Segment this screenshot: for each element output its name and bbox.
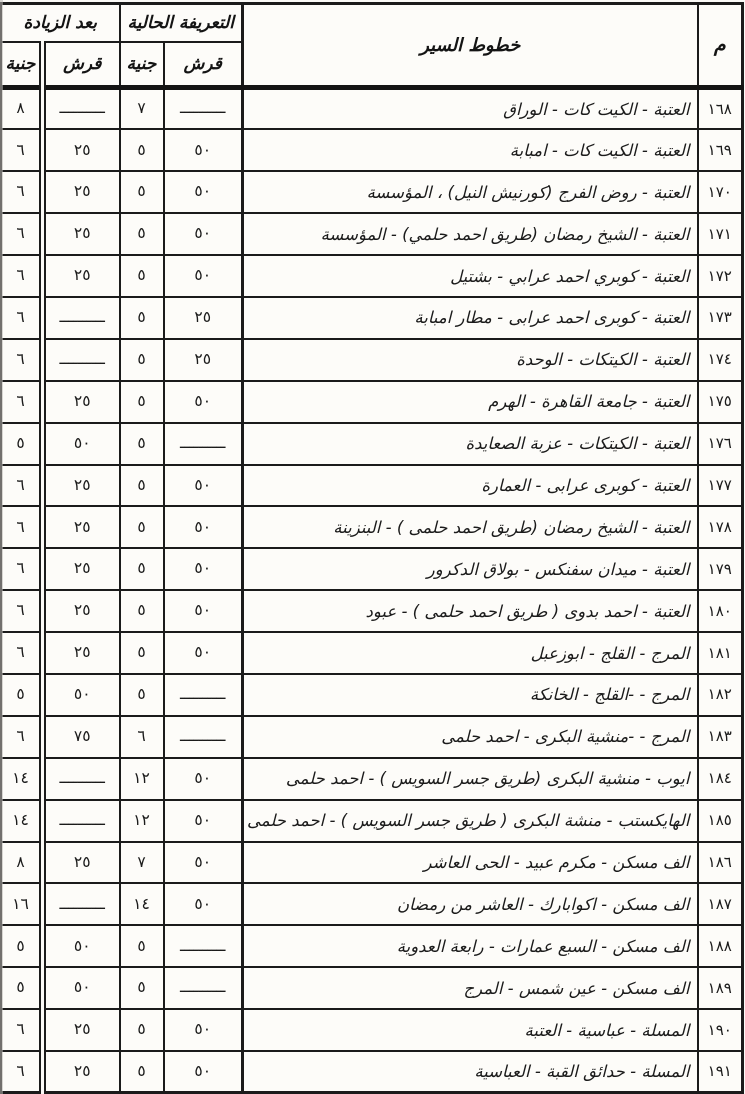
after-genieh-cell: ٥ xyxy=(0,967,43,1009)
route-cell: الف مسكن - عين شمس - المرج xyxy=(243,967,698,1009)
table-row xyxy=(0,1009,743,1051)
after-genieh-cell: ٨ xyxy=(0,842,43,884)
route-cell: المرج - القلج - ابوزعبل xyxy=(243,632,698,674)
after-qirsh-cell: ــــــــــ xyxy=(43,88,120,130)
serial-cell: ١٧٩ xyxy=(698,548,743,590)
table-row xyxy=(0,632,743,674)
after-genieh-cell: ٦ xyxy=(0,548,43,590)
after-genieh-cell: ١٦ xyxy=(0,883,43,925)
after-qirsh-cell: ٢٥ xyxy=(43,381,120,423)
serial-cell: ١٧٠ xyxy=(698,171,743,213)
serial-cell: ١٧٧ xyxy=(698,465,743,507)
current-qirsh-cell: ٥٠ xyxy=(164,213,243,255)
fare-table-header xyxy=(0,4,743,88)
after-genieh-cell: ٦ xyxy=(0,339,43,381)
current-genieh-cell: ٥ xyxy=(120,171,164,213)
current-genieh-cell: ٦ xyxy=(120,716,164,758)
current-qirsh-cell: ٥٠ xyxy=(164,1009,243,1051)
current-genieh-cell: ٥ xyxy=(120,1051,164,1093)
current-genieh-cell: ٥ xyxy=(120,506,164,548)
serial-cell: ١٧٥ xyxy=(698,381,743,423)
serial-cell: ١٨٠ xyxy=(698,590,743,632)
header-current-genieh: جنية xyxy=(120,42,164,88)
after-genieh-cell: ٥ xyxy=(0,925,43,967)
serial-cell: ١٨٣ xyxy=(698,716,743,758)
current-genieh-cell: ٥ xyxy=(120,1009,164,1051)
route-cell: العتبة - ميدان سفنكس - بولاق الدكرور xyxy=(243,548,698,590)
current-qirsh-cell: ــــــــــ xyxy=(164,423,243,465)
after-genieh-cell: ٦ xyxy=(0,506,43,548)
table-row xyxy=(0,548,743,590)
after-qirsh-cell: ٢٥ xyxy=(43,255,120,297)
after-qirsh-cell: ــــــــــ xyxy=(43,800,120,842)
after-genieh-cell: ٦ xyxy=(0,590,43,632)
route-cell: العتبة - الشيخ رمضان (طريق احمد حلمي) - المؤسسة xyxy=(243,213,698,255)
route-cell: المرج - -القلج - الخانكة xyxy=(243,674,698,716)
table-row xyxy=(0,213,743,255)
serial-cell: ١٨٧ xyxy=(698,883,743,925)
current-genieh-cell: ٥ xyxy=(120,548,164,590)
route-cell: الف مسكن - مكرم عبيد - الحى العاشر xyxy=(243,842,698,884)
current-qirsh-cell: ٥٠ xyxy=(164,883,243,925)
after-genieh-cell: ٦ xyxy=(0,255,43,297)
current-qirsh-cell: ٥٠ xyxy=(164,800,243,842)
route-cell: الف مسكن - السبع عمارات - رابعة العدوية xyxy=(243,925,698,967)
current-genieh-cell: ٧ xyxy=(120,842,164,884)
serial-cell: ١٩١ xyxy=(698,1051,743,1093)
current-qirsh-cell: ــــــــــ xyxy=(164,716,243,758)
after-qirsh-cell: ٢٥ xyxy=(43,590,120,632)
route-cell: العتبة - الكيتكات - عزبة الصعايدة xyxy=(243,423,698,465)
table-row xyxy=(0,297,743,339)
after-qirsh-cell: ــــــــــ xyxy=(43,297,120,339)
route-cell: العتبة - الكيت كات - امبابة xyxy=(243,129,698,171)
current-genieh-cell: ٥ xyxy=(120,423,164,465)
serial-cell: ١٧٣ xyxy=(698,297,743,339)
current-qirsh-cell: ٢٥ xyxy=(164,297,243,339)
current-qirsh-cell: ٢٥ xyxy=(164,339,243,381)
after-qirsh-cell: ٢٥ xyxy=(43,1009,120,1051)
route-cell: الهايكستب - منشة البكرى ( طريق جسر السويس ) - احمد حلمى xyxy=(243,800,698,842)
table-row xyxy=(0,88,743,130)
current-qirsh-cell: ٥٠ xyxy=(164,255,243,297)
route-cell: الف مسكن - اكوابارك - العاشر من رمضان xyxy=(243,883,698,925)
serial-cell: ١٩٠ xyxy=(698,1009,743,1051)
after-genieh-cell: ٥ xyxy=(0,423,43,465)
after-qirsh-cell: ــــــــــ xyxy=(43,883,120,925)
table-row xyxy=(0,883,743,925)
table-row xyxy=(0,129,743,171)
header-after-genieh: جنية xyxy=(0,42,43,88)
table-row xyxy=(0,590,743,632)
table-row xyxy=(0,758,743,800)
current-genieh-cell: ١٢ xyxy=(120,800,164,842)
serial-cell: ١٧٤ xyxy=(698,339,743,381)
current-qirsh-cell: ٥٠ xyxy=(164,842,243,884)
route-cell: العتبة - الكيتكات - الوحدة xyxy=(243,339,698,381)
current-qirsh-cell: ٥٠ xyxy=(164,465,243,507)
route-cell: ايوب - منشية البكرى (طريق جسر السويس ) - احمد حلمى xyxy=(243,758,698,800)
after-qirsh-cell: ٢٥ xyxy=(43,465,120,507)
table-row xyxy=(0,381,743,423)
current-genieh-cell: ٥ xyxy=(120,967,164,1009)
fare-table-body xyxy=(0,88,743,1093)
current-qirsh-cell: ــــــــــ xyxy=(164,925,243,967)
serial-cell: ١٧١ xyxy=(698,213,743,255)
route-cell: العتبة - كوبرى عرابى - العمارة xyxy=(243,465,698,507)
serial-cell: ١٨١ xyxy=(698,632,743,674)
table-row xyxy=(0,171,743,213)
table-row xyxy=(0,255,743,297)
after-genieh-cell: ٦ xyxy=(0,171,43,213)
after-genieh-cell: ٦ xyxy=(0,465,43,507)
table-row xyxy=(0,423,743,465)
table-row xyxy=(0,339,743,381)
current-genieh-cell: ٥ xyxy=(120,674,164,716)
after-genieh-cell: ٦ xyxy=(0,297,43,339)
current-qirsh-cell: ٥٠ xyxy=(164,171,243,213)
table-row xyxy=(0,506,743,548)
after-genieh-cell: ٦ xyxy=(0,1051,43,1093)
current-qirsh-cell: ٥٠ xyxy=(164,548,243,590)
current-qirsh-cell: ٥٠ xyxy=(164,1051,243,1093)
after-genieh-cell: ٦ xyxy=(0,716,43,758)
table-row xyxy=(0,674,743,716)
route-cell: العتبة - جامعة القاهرة - الهرم xyxy=(243,381,698,423)
table-row xyxy=(0,800,743,842)
serial-cell: ١٨٢ xyxy=(698,674,743,716)
after-qirsh-cell: ٢٥ xyxy=(43,632,120,674)
current-qirsh-cell: ــــــــــ xyxy=(164,88,243,130)
current-qirsh-cell: ٥٠ xyxy=(164,506,243,548)
header-current-qirsh: قرش xyxy=(164,42,243,88)
route-cell: العتبة - كوبرى احمد عرابى - مطار امبابة xyxy=(243,297,698,339)
serial-cell: ١٨٨ xyxy=(698,925,743,967)
header-routes: خطوط السير xyxy=(243,4,698,88)
after-qirsh-cell: ٢٥ xyxy=(43,1051,120,1093)
after-genieh-cell: ٦ xyxy=(0,1009,43,1051)
serial-cell: ١٧٦ xyxy=(698,423,743,465)
current-genieh-cell: ٥ xyxy=(120,632,164,674)
after-genieh-cell: ٨ xyxy=(0,88,43,130)
route-cell: العتبة - كوبري احمد عرابي - بشتيل xyxy=(243,255,698,297)
current-qirsh-cell: ٥٠ xyxy=(164,758,243,800)
current-genieh-cell: ٥ xyxy=(120,297,164,339)
after-qirsh-cell: ٢٥ xyxy=(43,129,120,171)
serial-cell: ١٦٨ xyxy=(698,88,743,130)
route-cell: المسلة - حدائق القبة - العباسية xyxy=(243,1051,698,1093)
current-qirsh-cell: ٥٠ xyxy=(164,632,243,674)
serial-cell: ١٨٦ xyxy=(698,842,743,884)
current-genieh-cell: ٥ xyxy=(120,213,164,255)
after-qirsh-cell: ــــــــــ xyxy=(43,339,120,381)
after-genieh-cell: ٦ xyxy=(0,381,43,423)
current-genieh-cell: ٥ xyxy=(120,129,164,171)
route-cell: العتبة - الشيخ رمضان (طريق احمد حلمى ) - البنزينة xyxy=(243,506,698,548)
after-qirsh-cell: ٧٥ xyxy=(43,716,120,758)
page-scan-edge xyxy=(0,0,3,1094)
table-row xyxy=(0,925,743,967)
after-genieh-cell: ١٤ xyxy=(0,800,43,842)
after-qirsh-cell: ٢٥ xyxy=(43,506,120,548)
header-current-tariff-group: التعريفة الحالية xyxy=(120,4,243,42)
after-genieh-cell: ١٤ xyxy=(0,758,43,800)
serial-cell: ١٨٤ xyxy=(698,758,743,800)
route-cell: العتبة - احمد بدوى ( طريق احمد حلمى ) - عبود xyxy=(243,590,698,632)
header-after-increase-group: بعد الزيادة xyxy=(0,4,120,42)
after-qirsh-cell: ٢٥ xyxy=(43,213,120,255)
current-genieh-cell: ٥ xyxy=(120,255,164,297)
table-row xyxy=(0,1051,743,1093)
route-cell: المرج - -منشية البكرى - احمد حلمى xyxy=(243,716,698,758)
current-genieh-cell: ١٢ xyxy=(120,758,164,800)
route-cell: العتبة - روض الفرج (كورنيش النيل) ، المؤسسة xyxy=(243,171,698,213)
current-qirsh-cell: ــــــــــ xyxy=(164,674,243,716)
route-cell: العتبة - الكيت كات - الوراق xyxy=(243,88,698,130)
after-qirsh-cell: ٢٥ xyxy=(43,171,120,213)
current-genieh-cell: ١٤ xyxy=(120,883,164,925)
current-genieh-cell: ٥ xyxy=(120,465,164,507)
fare-table xyxy=(0,2,744,1094)
after-qirsh-cell: ــــــــــ xyxy=(43,758,120,800)
current-qirsh-cell: ٥٠ xyxy=(164,129,243,171)
current-genieh-cell: ٥ xyxy=(120,590,164,632)
after-genieh-cell: ٦ xyxy=(0,129,43,171)
after-qirsh-cell: ٥٠ xyxy=(43,967,120,1009)
after-qirsh-cell: ٥٠ xyxy=(43,925,120,967)
serial-cell: ١٨٥ xyxy=(698,800,743,842)
table-row xyxy=(0,967,743,1009)
current-genieh-cell: ٥ xyxy=(120,381,164,423)
serial-cell: ١٨٩ xyxy=(698,967,743,1009)
after-qirsh-cell: ٢٥ xyxy=(43,842,120,884)
after-genieh-cell: ٥ xyxy=(0,674,43,716)
after-genieh-cell: ٦ xyxy=(0,213,43,255)
after-qirsh-cell: ٢٥ xyxy=(43,548,120,590)
current-qirsh-cell: ٥٠ xyxy=(164,381,243,423)
serial-cell: ١٧٢ xyxy=(698,255,743,297)
table-row xyxy=(0,465,743,507)
header-serial: م xyxy=(698,4,743,88)
after-qirsh-cell: ٥٠ xyxy=(43,674,120,716)
serial-cell: ١٧٨ xyxy=(698,506,743,548)
table-row xyxy=(0,842,743,884)
current-genieh-cell: ٥ xyxy=(120,925,164,967)
current-genieh-cell: ٧ xyxy=(120,88,164,130)
serial-cell: ١٦٩ xyxy=(698,129,743,171)
current-qirsh-cell: ٥٠ xyxy=(164,590,243,632)
after-genieh-cell: ٦ xyxy=(0,632,43,674)
route-cell: المسلة - عباسية - العتبة xyxy=(243,1009,698,1051)
table-row xyxy=(0,716,743,758)
current-qirsh-cell: ــــــــــ xyxy=(164,967,243,1009)
header-after-qirsh: قرش xyxy=(43,42,120,88)
after-qirsh-cell: ٥٠ xyxy=(43,423,120,465)
current-genieh-cell: ٥ xyxy=(120,339,164,381)
